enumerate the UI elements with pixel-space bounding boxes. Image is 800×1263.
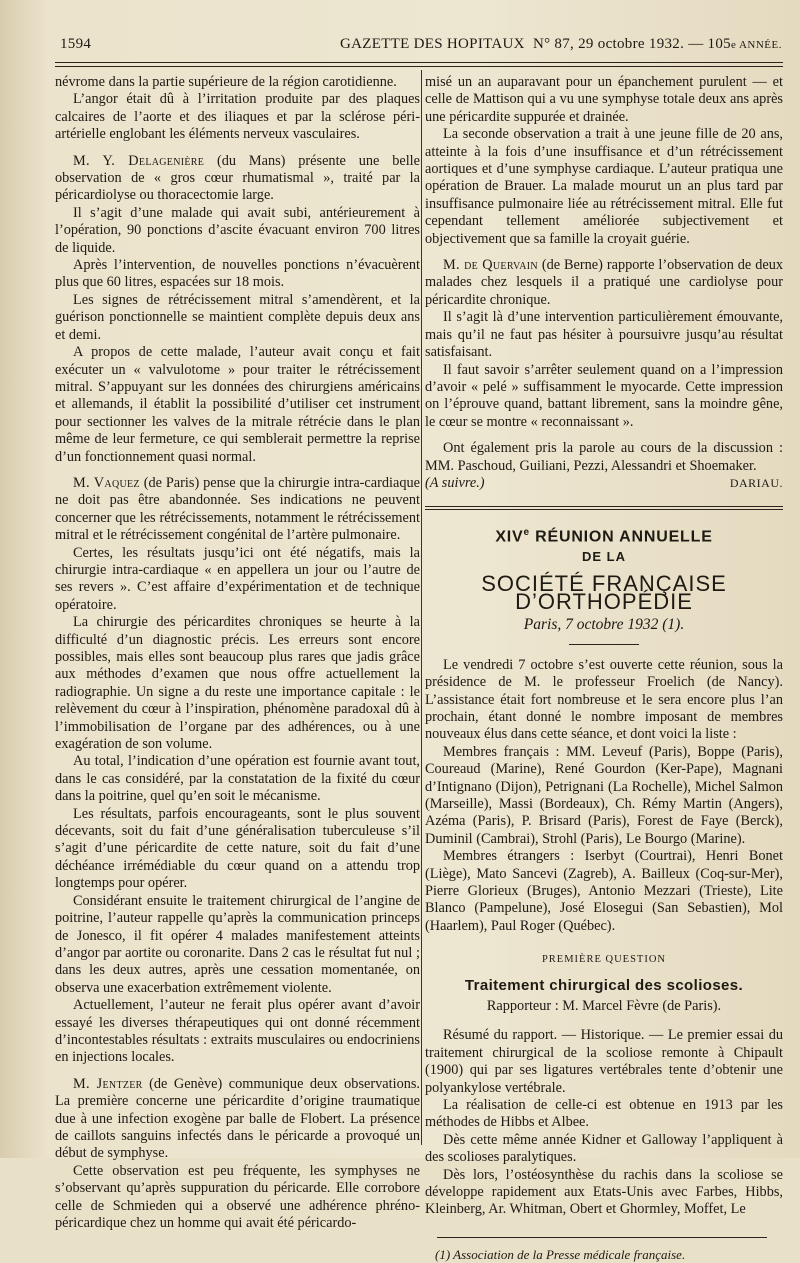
paragraph-text: L’angor était dû à l’irritation produite par des plaques calcaires de l’aorte et des iliaques et par la sclérose péri-artérielle englobant les éléments nerveux vasculaires.: [55, 91, 420, 143]
paragraph: [55, 806, 420, 893]
paragraph: [55, 614, 420, 753]
speaker-name: M. de Quervain: [443, 257, 538, 274]
left-column: [55, 74, 420, 1232]
paragraph-text: Membres étrangers : Iserbyt (Courtrai), Henri Bonet (Liège), Mato Sancevi (Zagreb), A. Bailleux (Coq-sur-Mer), Pierre Glorieux (Bruges), Antonio Mezzari (Trieste), Lite Blanco (Pampelune), José Elosegui (San Sebastien), Mol (Haarlem), Paul Roger (Québec).: [425, 848, 783, 934]
paragraph-text: Il s’agit d’une malade qui avait subi, antérieurement à l’opération, 90 ponctions d’ascite évacuant environ 700 litres de liquide.: [55, 204, 420, 256]
signature-line: [425, 475, 783, 492]
paragraph-text: A propos de cette malade, l’auteur avait conçu et fait exécuter un « valvulotome » pour traiter le rétrécissement mitral. S’appuyant sur les données des chirurgiens américains et allemands, il établit la possibilité d’utiliser cet instrument pour sectionner les valves de la mitrale rétrécie dans le plan même de leur fermeture, ce qui semblerait permettre la reprise d’un fonctionnement quasi normal.: [55, 344, 420, 465]
paragraph-text: La chirurgie des péricardites chroniques se heurte à la difficulté d’un diagnostic précis. Les erreurs sont encore possibles, mais elles sont beaucoup plus rares que jadis grâce aux méthodes d’examen que nous offre actuellement la radiographie. Un signe a du reste une importance capitale : le relèvement du cœur à l’inspiration, phénomène paradoxal dû à l’immobilisation de l’organe par des adhérences, ou à une exagération de son volume.: [55, 614, 420, 753]
paragraph-text: Dès lors, l’ostéosynthèse du rachis dans la scoliose se développe rapidement aux Etats-Unis avec Farbes, Hibbs, Kleinberg, Ar. Whitman, Obert et Ghormley, Moffet, Le: [425, 1166, 783, 1218]
paragraph: [55, 153, 420, 205]
question-label: PREMIÈRE QUESTION: [541, 954, 667, 966]
page-header: [60, 36, 782, 60]
paragraph-text: (de Genève) communique deux observations. La première concerne une péricardite d’origine traumatique due à une infection exogène par balle de Flobert. La présence de caillots sanguins infectés dans le péricarde a provoqué un début de symphyse.: [55, 1075, 420, 1162]
paragraph: [425, 126, 783, 248]
paragraph-text: Il s’agit là d’une intervention particulièrement émouvante, mais qu’il ne faut pas hésiter à poursuivre jusqu’au résultat satisfaisant.: [425, 309, 783, 361]
paragraph-text: (de Paris) pense que la chirurgie intra-cardiaque ne doit pas être abandonnée. Ses indications ne peuvent concerner que les rétrécissements, notamment le rétrécissement mitral et le rétrécissement congénital de l’artère pulmonaire.: [55, 474, 420, 544]
paragraph: [55, 753, 420, 805]
paragraph: [425, 1167, 783, 1219]
paragraph-text: (du Mans) présente une belle observation de « gros cœur rhumatismal », traité par la péricardiolyse ou thoracectomie large.: [55, 152, 420, 204]
paragraph: [55, 205, 420, 257]
paragraph-continuation: [55, 74, 420, 91]
section-heading-line2: DE LA: [582, 549, 626, 565]
paragraph: [425, 848, 783, 935]
report-summary: [425, 1027, 783, 1218]
paragraph-text: (de Berne) rapporte l’observation de deux malades chez lesquels il a pratiqué une cardiolyse pour péricardite chronique.: [425, 257, 783, 308]
paragraph-text: La réalisation de celle-ci est obtenue en 1913 par les méthodes de Hibbs et Albee.: [425, 1097, 783, 1131]
paragraph: [55, 91, 420, 143]
header-rule-top: [55, 62, 783, 63]
paragraph: [55, 257, 420, 292]
paragraph: [425, 257, 783, 309]
paragraph: [425, 440, 783, 475]
paragraph-text: Dès cette même année Kidner et Galloway l’appliquent à des scolioses paralytiques.: [425, 1131, 783, 1166]
paragraph-text: Le vendredi 7 octobre s’est ouverte cette réunion, sous la présidence de M. le professeur Froelich (de Nancy). L’assistance était fort nombreuse et le sera encore plus l’an prochain, étant donné le nombre imposant de membres nouveaux élus dans cette séance, et dont voici la liste :: [425, 656, 783, 743]
right-column: [425, 74, 783, 1263]
paragraph: [55, 475, 420, 545]
paragraph: [55, 997, 420, 1067]
paragraph-text: Au total, l’indication d’une opération est fournie avant tout, dans le cas considéré, par la constatation de la fixité du cœur dans la poitrine, quel qu’en soit le mécanisme.: [55, 753, 420, 805]
paragraph-text: névrome dans la partie supérieure de la région carotidienne.: [55, 74, 397, 90]
paragraph-text: Membres français : MM. Leveuf (Paris), Boppe (Paris), Coureaud (Marine), René Gourdon (Ker-Pape), Magnani d’Intignano (Dijon), Petrignani (La Rochelle), Michel Salmon (Marseille), Massi (Bordeaux), Ch. Rémy Martin (Angers), Azéma (Paris), P. Brisard (Paris), Forest de Faye (Berck), Duminil (Cambrai), Strohl (Paris), Le Bourgo (Marine).: [425, 743, 783, 847]
paragraph-continuation: [425, 74, 783, 126]
paragraph-text: Les résultats, parfois encourageants, sont le plus souvent décevants, soit du fait d’une généralisation tuberculeuse s’il s’agit d’une péricardite de cette nature, soit du fait d’une déchéance irrémédiable du cœur quand on a attendu trop longtemps pour opérer.: [55, 805, 420, 892]
paragraph: [55, 1076, 420, 1163]
speaker-name: M. Jentzer: [73, 1075, 143, 1092]
paragraph: [55, 292, 420, 344]
paragraph-text: Actuellement, l’auteur ne ferait plus opérer avant d’avoir essayé les diverses thérapeutiques qui ont donné récemment d’incontestables résultats : extraits musculaires ou endocriniens en injections locales.: [55, 997, 420, 1066]
question-title: Traitement chirurgical des scolioses.: [464, 976, 744, 994]
footnote: (1) Association de la Presse médicale française.: [435, 1246, 686, 1262]
section-heading-line1: XIVe RÉUNION ANNUELLE: [495, 527, 713, 546]
paragraph: [425, 309, 783, 361]
discussion-continuation: [425, 74, 783, 475]
author-signature: DARIAU.: [729, 475, 783, 490]
footnote-rule: [437, 1237, 767, 1238]
paragraph-text: La seconde observation a trait à une jeune fille de 20 ans, atteinte à la fois d’une insuffisance et d’un rétrécissement aortiques et d’une symphyse cardiaque. L’auteur pratiqua une opération de Brauer. La malade mourut un an plus tard par insuffisance pulmonaire liée au rétrécissement mitral. Elle fut cependant tellement améliorée subjectivement et objectivement que sa famille la croyait guérie.: [425, 126, 783, 247]
column-divider: [421, 70, 422, 1145]
rapporteur-line: Rapporteur : M. Marcel Fèvre (de Paris).: [486, 998, 722, 1015]
issue-info: [533, 36, 782, 53]
issue-year: e ANNÉE.: [730, 39, 782, 51]
paragraph: [425, 744, 783, 848]
journal-title: GAZETTE DES HOPITAUX: [340, 36, 525, 52]
society-name: SOCIÉTÉ FRANÇAISE D’ORTHOPÉDIE: [481, 571, 727, 614]
paragraph: [55, 893, 420, 997]
short-rule: [569, 644, 639, 645]
section-separator: [425, 506, 783, 510]
paragraph: [55, 1163, 420, 1233]
page-number: 1594: [60, 36, 92, 52]
paragraph-text: Cette observation est peu fréquente, les symphyses ne s’observant qu’après suppuration du péricarde. Elle corrobore celle de Schmieden qui a observé une adhérence phréno-péricardique chez un homme qui avait été péricardo-: [55, 1162, 420, 1231]
paragraph-text: Considérant ensuite le traitement chirurgical de l’angine de poitrine, l’auteur rappelle qu’après la communication princeps de Jonesco, il fit opérer 4 malades manifestement atteints d’angor par aortite ou coronarite. Dans 2 cas le résultat fut nul ; dans les deux autres, après une cessation momentanée, on observa une exacerbation extrêmement violente.: [55, 892, 420, 996]
paragraph-text: Il faut savoir s’arrêter seulement quand on a l’impression d’avoir « pelé » suffisamment le myocarde. Cette impression on l’éprouve quand, battant librement, sans la moindre gêne, le cœur se montre « reconnaissant ».: [425, 361, 783, 430]
issue-date: N° 87, 29 octobre 1932. — 105: [532, 36, 731, 52]
paragraph: [425, 657, 783, 744]
meeting-date: Paris, 7 octobre 1932 (1).: [523, 616, 685, 634]
paragraph-text: Après l’intervention, de nouvelles ponctions n’évacuèrent plus que 60 litres, espacées sur 18 mois.: [55, 257, 420, 291]
paragraph-text: Certes, les résultats jusqu’ici ont été négatifs, mais la chirurgie intra-cardiaque « en appellera un jour ou l’autre de ses revers ». C’est affaire d’expérimentation et de technique opératoire.: [55, 544, 420, 613]
paragraph-text: misé un an auparavant pour un épanchement purulent — et celle de Mattison qui a vu une symphyse totale deux ans après une péricardite suppurée et drainée.: [425, 74, 783, 125]
to-be-continued: (A suivre.): [425, 474, 485, 491]
paragraph: [55, 545, 420, 615]
paragraph-text: Les signes de rétrécissement mitral s’amendèrent, et la guérison ponctionnelle se maintient complète depuis deux ans et demi.: [55, 291, 420, 343]
paragraph-text: Résumé du rapport. — Historique. — Le premier essai du traitement chirurgical de la scoliose remonte à Chipault (1900) qui par ses ligatures vertébrales tente d’obtenir une polyankylose vertébrale.: [425, 1027, 783, 1096]
speaker-name: M. Y. Delagenière: [73, 152, 205, 169]
meeting-report: [425, 657, 783, 936]
paragraph-text: Ont également pris la parole au cours de la discussion : MM. Paschoud, Guiliani, Pezzi, Alessandri et Shoemaker.: [425, 440, 783, 474]
paragraph: [425, 1132, 783, 1167]
paragraph: [55, 344, 420, 466]
paragraph: [425, 362, 783, 432]
paragraph: [425, 1097, 783, 1132]
paragraph: [425, 1027, 783, 1097]
speaker-name: M. Vaquez: [73, 474, 140, 491]
header-rule-bottom: [55, 66, 783, 67]
